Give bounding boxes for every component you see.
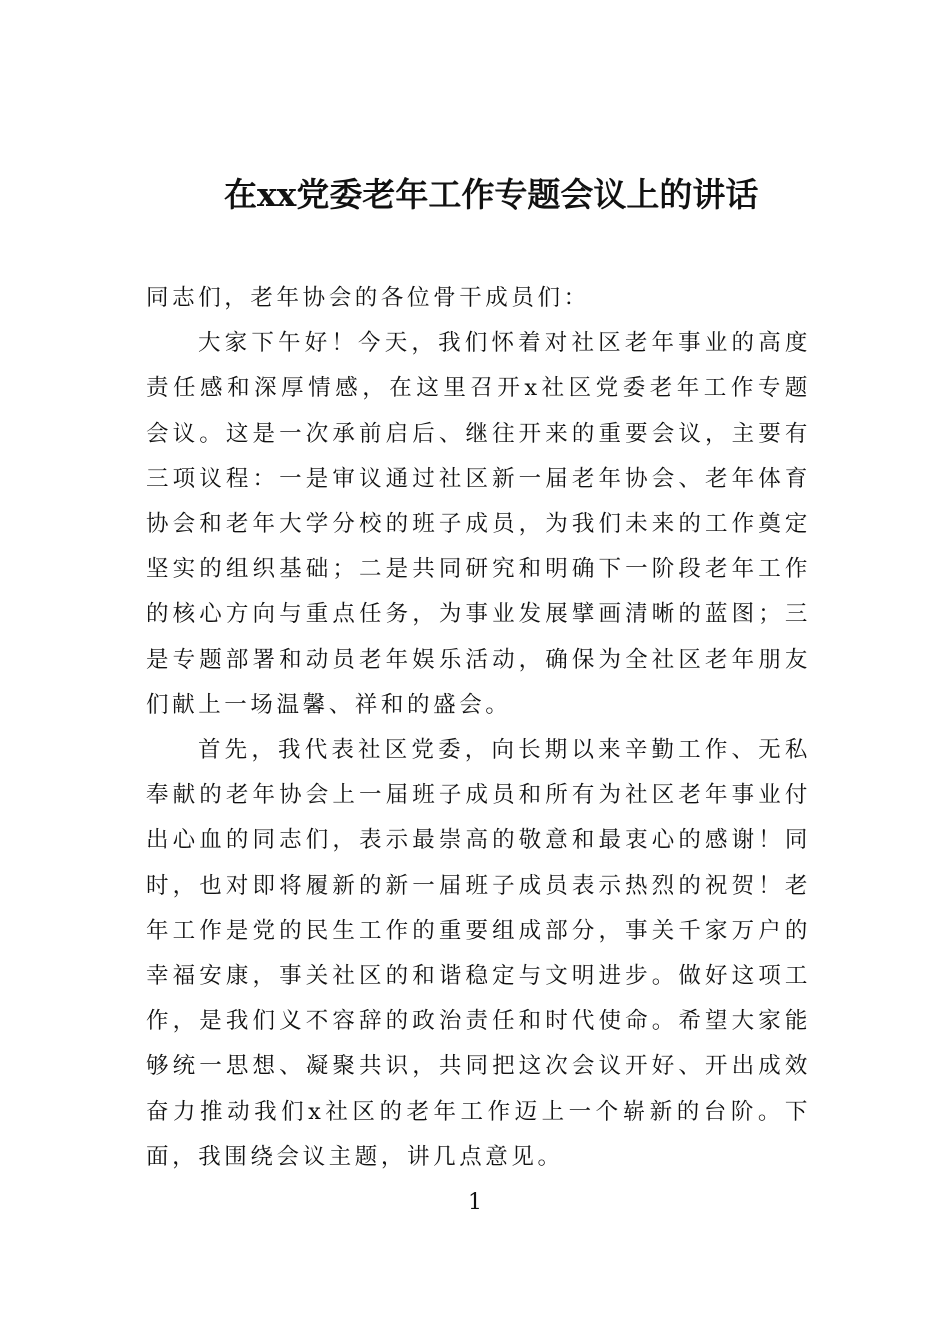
document-title: 在xx党委老年工作专题会议上的讲话	[224, 175, 759, 214]
salutation: 同志们，老年协会的各位骨干成员们：	[146, 285, 590, 311]
paragraph-opening: 大家下午好！今天，我们怀着对社区老年事业的高度责任感和深厚情感，在这里召开x社区党委老年工作专题会议。这是一次承前启后、继往开来的重要会议，主要有三项议程：一是审议通过社区新一届老年协会、老年体育协会和老年大学分校的班子成员，为我们未来的工作奠定坚实的组织基础；二是共同研究和明确下一阶段老年工作的核心方向与重点任务，为事业发展擘画清晰的蓝图；三是专题部署和动员老年娱乐活动，确保为全社区老年朋友们献上一场温馨、祥和的盛会。	[146, 330, 811, 718]
page-number: 1	[468, 1190, 482, 1215]
paragraph-gratitude: 首先，我代表社区党委，向长期以来辛勤工作、无私奉献的老年协会上一届班子成员和所有为社区老年事业付出心血的同志们，表示最崇高的敬意和最衷心的感谢！同时，也对即将履新的新一届班子成员表示热烈的祝贺！老年工作是党的民生工作的重要组成部分，事关千家万户的幸福安康，事关社区的和谐稳定与文明进步。做好这项工作，是我们义不容辞的政治责任和时代使命。希望大家能够统一思想、凝聚共识，共同把这次会议开好、开出成效奋力推动我们x社区的老年工作迈上一个崭新的台阶。下面，我围绕会议主题，讲几点意见。	[146, 737, 811, 1170]
document-body	[146, 276, 811, 1180]
